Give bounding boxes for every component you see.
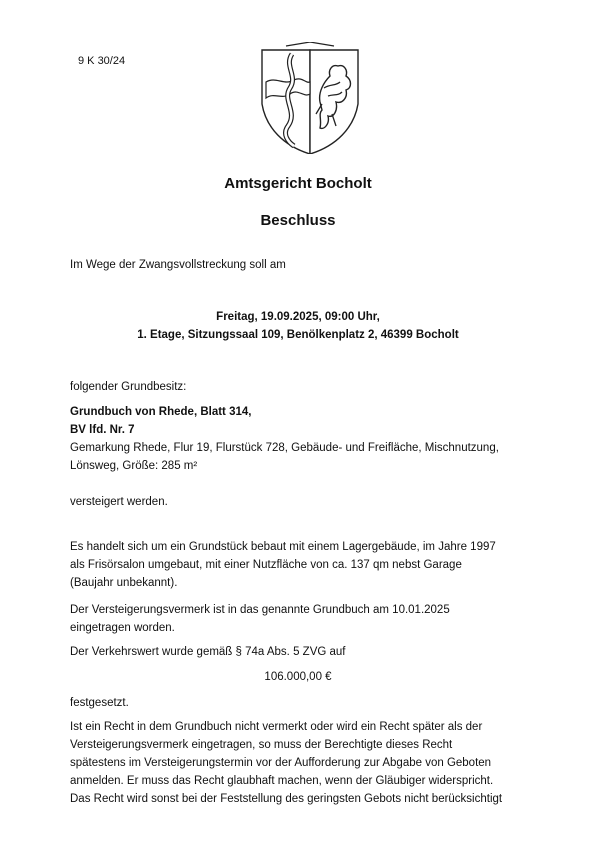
text-line: Lönsweg, Größe: 285 m² [70,460,198,472]
text-line: Gemarkung Rhede, Flur 19, Flurstück 728, Gebäude- und Freifläche, Mischnutzung, [70,442,499,454]
coat-of-arms-icon [258,42,362,154]
verkehrswert-value: 106.000,00 € [264,671,332,683]
text-line: als Frisörsalon umgebaut, mit einer Nutzfläche von ca. 137 qm nebst Garage [70,559,462,571]
grundbesitz-label: folgender Grundbesitz: [70,381,187,393]
verkehrswert-outro: festgesetzt. [70,697,129,709]
text-line: spätestens im Versteigerungstermin vor der Aufforderung zur Abgabe von Geboten [70,757,492,769]
text-line: (Baujahr unbekannt). [70,577,178,589]
case-number: 9 K 30/24 [78,55,126,67]
versteigert-text: versteigert werden. [70,496,168,508]
text-line: Versteigerungsvermerk eingetragen, so muss der Berechtigte dieses Recht [70,739,453,751]
termin-location: 1. Etage, Sitzungssaal 109, Benölkenplatz 2, 46399 Bocholt [137,329,459,341]
text-line: Der Versteigerungsvermerk ist in das genannte Grundbuch am 10.01.2025 [70,604,450,616]
grundbuch-line: Grundbuch von Rhede, Blatt 314, [70,406,252,418]
court-name: Amtsgericht Bocholt [224,175,372,192]
vermerk-paragraph [70,601,526,637]
beschreibung-paragraph [70,538,526,592]
termin-date: Freitag, 19.09.2025, 09:00 Uhr, [216,311,380,323]
text-line: eingetragen worden. [70,622,175,634]
text-line: Es handelt sich um ein Grundstück bebaut mit einem Lagergebäude, im Jahre 1997 [70,541,496,553]
intro-text: Im Wege der Zwangsvollstreckung soll am [70,259,286,271]
verkehrswert-intro: Der Verkehrswert wurde gemäß § 74a Abs. 5 ZVG auf [70,646,346,658]
text-line: Das Recht wird sonst bei der Feststellung des geringsten Gebots nicht berücksichtigt [70,793,503,805]
bv-line: BV lfd. Nr. 7 [70,424,135,436]
grundbesitz-description [70,439,526,475]
text-line: Ist ein Recht in dem Grundbuch nicht vermerkt oder wird ein Recht später als der [70,721,483,733]
document-type: Beschluss [260,212,336,229]
recht-paragraph [70,718,526,808]
text-line: anmelden. Er muss das Recht glaubhaft machen, wenn der Gläubiger widerspricht. [70,775,494,787]
